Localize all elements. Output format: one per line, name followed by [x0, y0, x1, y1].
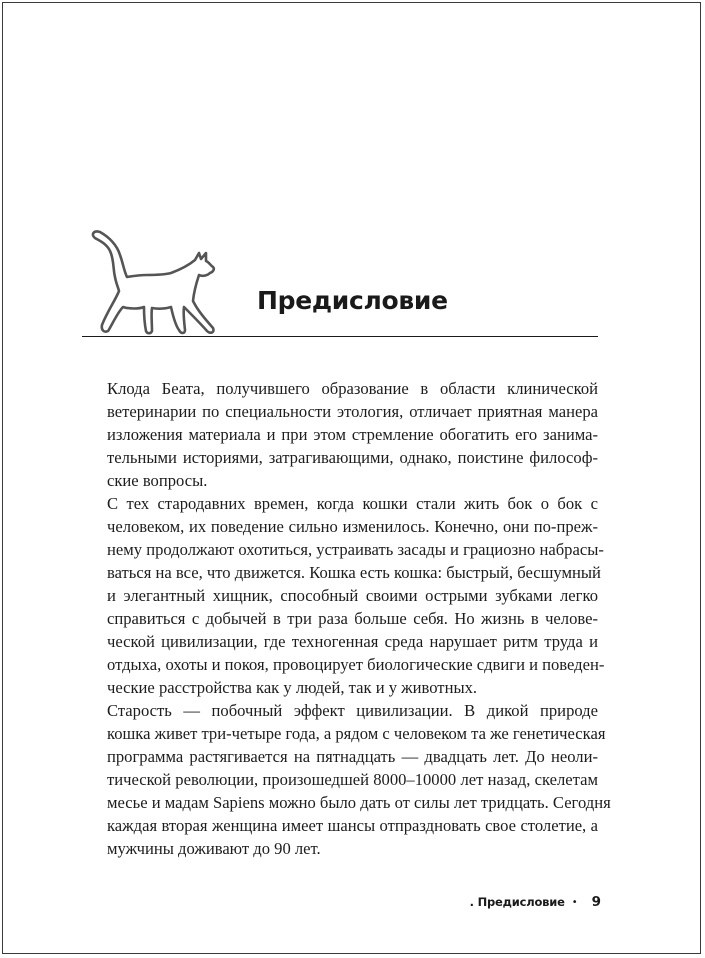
text-line: Старость — побочный эффект цивилизации. В дикой природе [107, 701, 598, 720]
text-line: ские вопросы. [107, 471, 208, 490]
text-line: изложения материала и при этом стремление обогатить его занима- [107, 425, 598, 444]
text-line: нему продолжают охотиться, устраивать засады и грациозно набрасы- [107, 540, 604, 559]
text-line: С тех стародавних времен, когда кошки стали жить бок о бок с [107, 494, 598, 513]
cat-illustration [87, 227, 227, 339]
text-line: ческие расстройства как у людей, так и у животных. [107, 678, 478, 697]
text-line: тельными историями, затрагивающими, однако, поистине философ- [107, 448, 598, 467]
chapter-title: Предисловие [257, 286, 448, 315]
text-line: программа растягивается на пятнадцать — двадцать лет. До неоли- [107, 747, 598, 766]
text-line: справиться с добычей в три раза больше себя. Но жизнь в челове- [107, 609, 598, 628]
body-text [83, 377, 611, 860]
text-line: тической революции, произошедшей 8000–10000 лет назад, скелетам [107, 770, 598, 789]
running-title: . Предисловие [469, 895, 565, 909]
text-line: ческой цивилизации, где техногенная среда нарушает ритм труда и [107, 632, 598, 651]
text-line: ваться на все, что движется. Кошка есть кошка: быстрый, бесшумный [107, 563, 601, 582]
page-number: 9 [591, 894, 601, 910]
paragraph [83, 699, 611, 860]
text-line: ветеринарии по специальности этология, отличает приятная манера [107, 402, 598, 421]
text-line: отдыха, охоты и покоя, провоцирует биологические сдвиги и поведен- [107, 655, 605, 674]
paragraph [83, 377, 598, 492]
text-line: каждая вторая женщина имеет шансы отпраздновать свое столетие, а [107, 816, 598, 835]
book-page [2, 2, 701, 954]
text-line: и элегантный хищник, способный своими острыми зубками легко [107, 586, 598, 605]
text-line: мужчины доживают до 90 лет. [107, 839, 321, 858]
bullet-separator: • [571, 896, 578, 908]
text-line: кошка живет три-четыре года, а рядом с человеком та же генетическая [107, 724, 606, 743]
page-footer [453, 891, 601, 913]
text-line: Клода Беата, получившего образование в области клинической [107, 379, 598, 398]
text-line: месье и мадам Sapiens можно было дать от силы лет тридцать. Сегодня [107, 793, 611, 812]
paragraph [83, 492, 605, 699]
text-line: человеком, их поведение сильно изменилось. Конечно, они по-преж- [107, 517, 598, 536]
chapter-title-rule [82, 336, 598, 337]
